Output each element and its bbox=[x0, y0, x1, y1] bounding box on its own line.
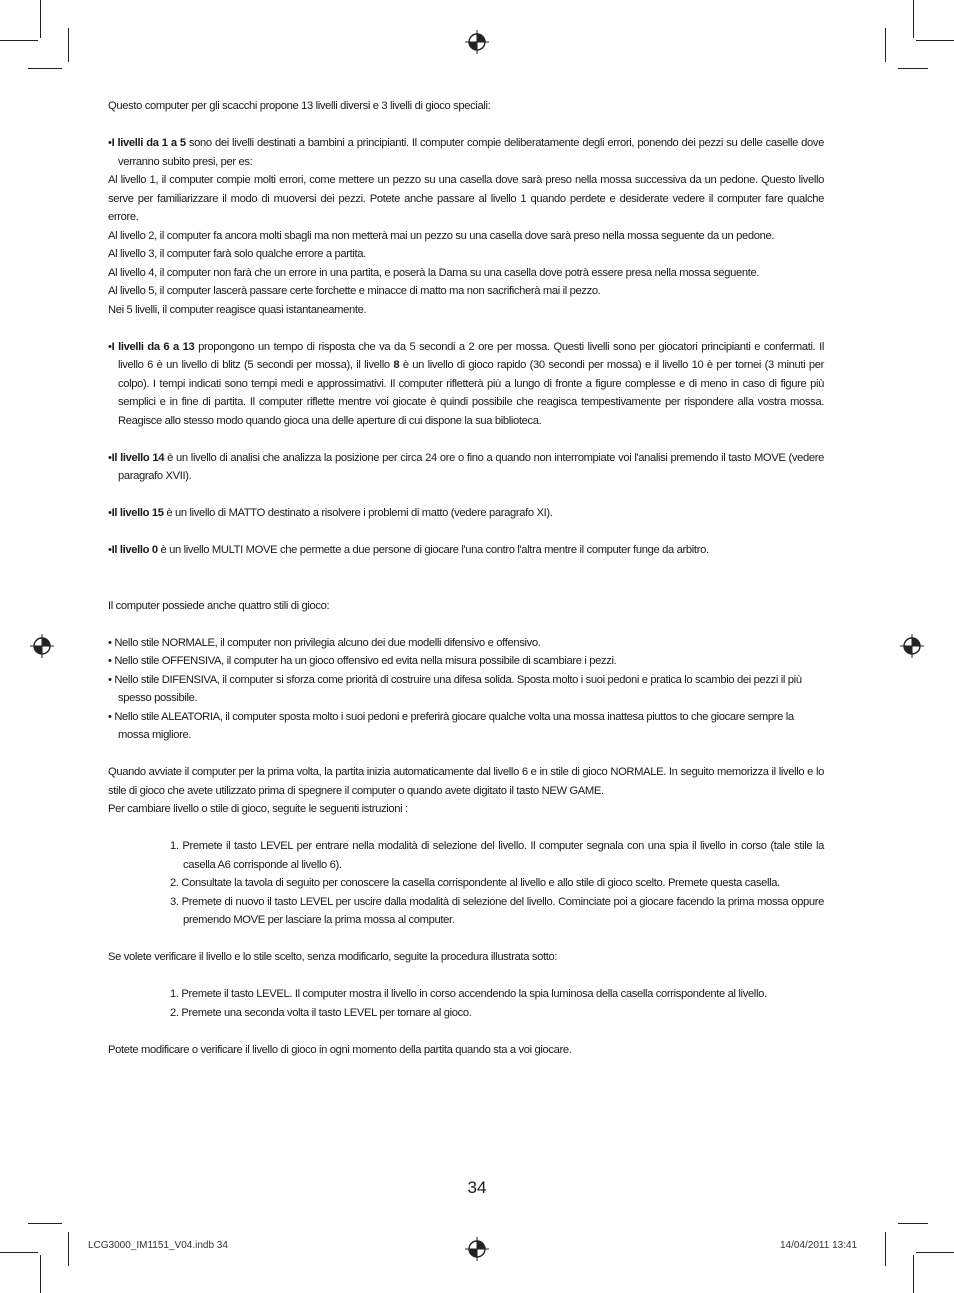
style-aleatoria-text: Nello stile ALEATORIA, il computer sposta molto i suoi pedoni e preferirà giocare qualche volta una mossa inattesa piuttos to che giocare sempre la mossa migliore. bbox=[114, 710, 794, 741]
level-5-detail: Al livello 5, il computer lascerà passare certe forchette e minacce di matto ma non sacrificherà mai il pezzo. bbox=[108, 285, 601, 297]
registration-mark-icon bbox=[30, 634, 54, 658]
style-normal-text: Nello stile NORMALE, il computer non privilegia alcuno dei due modelli difensivo e offensivo. bbox=[114, 636, 541, 649]
style-normal: • Nello stile NORMALE, il computer non privilegia alcuno dei due modelli difensivo e offensivo. bbox=[108, 636, 541, 649]
registration-mark-icon bbox=[465, 1237, 489, 1261]
crop-mark bbox=[913, 0, 914, 38]
crop-mark bbox=[68, 28, 69, 62]
crop-mark bbox=[0, 1252, 38, 1253]
change-step-2: 2. Consultate la tavola di seguito per conoscere la casella corrispondente al livello e allo stile di gioco scelto. Premete questa casella. bbox=[170, 877, 780, 889]
crop-mark bbox=[885, 1232, 886, 1266]
style-offensiva: • Nello stile OFFENSIVA, il computer ha un gioco offensivo ed evita nella misura possibile di scambiare i pezzi. bbox=[108, 655, 617, 667]
verify-step-2: 2. Premete una seconda volta il tasto LEVEL per tornare al gioco. bbox=[170, 1006, 472, 1019]
levels-6-13-text-cont: è un livello di gioco rapido (30 secondi per mossa) e il livello 10 è per tornei (3 minuti per colpo). I tempi indicati sono tempi medi e approssimativi. Il computer rifletterà più a lungo di fronte a figure complesse e di meno in caso di figure più semplici e in fine di partita. Il computer riflette mentre voi giocate è quindi possibile che reagisca tempestivamente per rispondere alla vostra mossa. Reagisce allo stesso modo quando gioca una delle aperture di cui dispone la sua biblioteca. bbox=[118, 359, 824, 427]
crop-mark bbox=[898, 68, 928, 69]
verify-intro: Se volete verificare il livello e lo stile scelto, senza modificarlo, seguite la procedura illustrata sotto: bbox=[108, 951, 558, 963]
change-step-3: 3. Premete di nuovo il tasto LEVEL per uscire dalla modalità di selezione del livello. Cominciate poi a giocare facendo la prima mossa oppure premendo MOVE per lasciare la prima mossa al computer. bbox=[170, 895, 824, 926]
level-0-title: Il livello 0 bbox=[111, 544, 158, 556]
level-8-number: 8 bbox=[393, 359, 400, 371]
page-number: 34 bbox=[467, 1178, 487, 1197]
crop-mark bbox=[898, 1223, 928, 1224]
crop-mark bbox=[28, 68, 62, 69]
body-text bbox=[108, 97, 824, 1059]
level-3-detail: Al livello 3, il computer farà solo qualche errore a partita. bbox=[108, 248, 366, 260]
level-2-detail: Al livello 2, il computer fa ancora molti sbagli ma non metterà mai un pezzo su una casella dove sarà preso nella mossa seguente da un pedone. bbox=[108, 229, 775, 242]
crop-mark bbox=[0, 40, 38, 41]
level-14-title: Il livello 14 bbox=[111, 451, 165, 464]
bullet-level-0: •Il livello 0 è un livello MULTI MOVE che permette a due persone di giocare l'una contro l'altra mentre il computer funge da arbitro. bbox=[108, 544, 709, 556]
closing-paragraph: Potete modificare o verificare il livello di gioco in ogni momento della partita quando sta a voi giocare. bbox=[108, 1043, 572, 1056]
crop-mark bbox=[916, 40, 954, 41]
level-15-title: Il livello 15 bbox=[111, 507, 164, 519]
style-aleatoria: • Nello stile ALEATORIA, il computer sposta molto i suoi pedoni e preferirà giocare qualche volta una mossa inattesa piuttos to che giocare sempre la mossa migliore. bbox=[108, 710, 794, 741]
levels-1-5-text: sono dei livelli destinati a bambini a principianti. Il computer compie deliberatamente degli errori, ponendo dei pezzi su delle caselle dove verranno subito presi, per es: bbox=[118, 137, 824, 168]
footer-file-name: LCG3000_IM1151_V04.indb 34 bbox=[88, 1240, 228, 1251]
level-1-detail: Al livello 1, il computer compie molti errori, come mettere un pezzo su una casella dove sarà preso nella mossa successiva da un pedone. Questo livello serve per familiarizzare il modo di muoversi dei pezzi. Potete anche passare al livello 1 quando perdete e desiderate vedere il computer fare qualche errore. bbox=[108, 174, 824, 223]
style-difensiva-text: Nello stile DIFENSIVA, il computer si sforza come priorità di costruire una difesa solida. Sposta molto i suoi pedoni e pratica lo scambio dei pezzi il più spesso possibile. bbox=[114, 673, 802, 704]
crop-mark bbox=[913, 1255, 914, 1293]
change-intro: Per cambiare livello o stile di gioco, seguite le seguenti istruzioni : bbox=[108, 803, 408, 815]
change-steps-list bbox=[108, 837, 824, 930]
level-0-text: è un livello MULTI MOVE che permette a due persone di giocare l'una contro l'altra mentre il computer funge da arbitro. bbox=[157, 544, 709, 556]
bullet-levels-6-13: •I livelli da 6 a 13 propongono un tempo di risposta che va da 5 secondi a 2 ore per mossa. Questi livelli sono per giocatori principianti e confermati. Il livello 6 è un livello di blitz (5 secondi per mossa), il livello 8 è un livello di gioco rapido (30 secondi per mossa) e il livello 10 è per tornei (3 minuti per colpo). I tempi indicati sono tempi medi e approssimativi. Il computer rifletterà più a lungo di fronte a figure complesse e di meno in caso di figure più semplici e in fine di partita. Il computer riflette mentre voi giocate è quindi possibile che reagisca tempestivamente per rispondere alla vostra mossa. Reagisce allo stesso modo quando gioca una delle aperture di cui dispone la sua biblioteca. bbox=[108, 340, 824, 427]
intro-paragraph: Questo computer per gli scacchi propone 13 livelli diversi e 3 livelli di gioco speciali: bbox=[108, 100, 491, 112]
style-difensiva: • Nello stile DIFENSIVA, il computer si sforza come priorità di costruire una difesa solida. Sposta molto i suoi pedoni e pratica lo scambio dei pezzi il più spesso possibile. bbox=[108, 673, 802, 704]
level-15-text: è un livello di MATTO destinato a risolvere i problemi di matto (vedere paragrafo XI). bbox=[163, 507, 553, 519]
levels-1-5-title: I livelli da 1 a 5 bbox=[111, 137, 186, 149]
bullet-levels-1-5: •I livelli da 1 a 5 sono dei livelli destinati a bambini a principianti. Il computer compie deliberatamente degli errori, ponendo dei pezzi su delle caselle dove verranno subito presi, per es: bbox=[108, 137, 824, 168]
level-14-text: è un livello di analisi che analizza la posizione per circa 24 ore o fino a quando non interrompiate voi l'analisi premendo il tasto MOVE (vedere paragrafo XVII). bbox=[118, 451, 824, 482]
crop-mark bbox=[28, 1223, 62, 1224]
bullet-level-14: •Il livello 14 è un livello di analisi che analizza la posizione per circa 24 ore o fino a quando non interrompiate voi l'analisi premendo il tasto MOVE (vedere paragrafo XVII). bbox=[108, 451, 824, 482]
registration-mark-icon bbox=[465, 30, 489, 54]
crop-mark bbox=[40, 1255, 41, 1293]
crop-mark bbox=[68, 1232, 69, 1266]
verify-step-1: 1. Premete il tasto LEVEL. Il computer mostra il livello in corso accendendo la spia luminosa della casella corrispondente al livello. bbox=[170, 988, 767, 1000]
crop-mark bbox=[40, 0, 41, 38]
registration-mark-icon bbox=[900, 634, 924, 658]
crop-mark bbox=[885, 28, 886, 62]
style-offensiva-text: Nello stile OFFENSIVA, il computer ha un gioco offensivo ed evita nella misura possibile di scambiare i pezzi. bbox=[114, 655, 617, 667]
first-start-paragraph: Quando avviate il computer per la prima volta, la partita inizia automaticamente dal livello 6 e in stile di gioco NORMALE. In seguito memorizza il livello e lo stile di gioco che avete utilizzato prima di spegnere il computer o quando avete digitato il tasto NEW GAME. bbox=[108, 766, 824, 797]
verify-steps-list bbox=[108, 985, 824, 1022]
bullet-level-15: •Il livello 15 è un livello di MATTO destinato a risolvere i problemi di matto (vedere paragrafo XI). bbox=[108, 507, 553, 519]
footer-date: 14/04/2011 13:41 bbox=[780, 1240, 858, 1251]
levels-6-13-text: propongono un tempo di risposta che va da 5 secondi a 2 ore per mossa. Questi livelli sono per giocatori principianti e confermati. Il livello 6 è un livello di blitz (5 secondi per mossa), il livello bbox=[118, 340, 824, 371]
levels-1-5-summary: Nei 5 livelli, il computer reagisce quasi istantaneamente. bbox=[108, 303, 367, 316]
crop-mark bbox=[916, 1252, 954, 1253]
styles-intro: Il computer possiede anche quattro stili di gioco: bbox=[108, 599, 330, 612]
change-step-1: 1. Premete il tasto LEVEL per entrare nella modalità di selezione del livello. Il computer segnala con una spia il livello in corso (tale stile la casella A6 corrisponde al livello 6). bbox=[170, 840, 824, 871]
levels-6-13-title: I livelli da 6 a 13 bbox=[111, 340, 195, 353]
level-4-detail: Al livello 4, il computer non farà che un errore in una partita, e poserà la Dama su una casella dove potrà essere presa nella mossa seguente. bbox=[108, 266, 760, 279]
